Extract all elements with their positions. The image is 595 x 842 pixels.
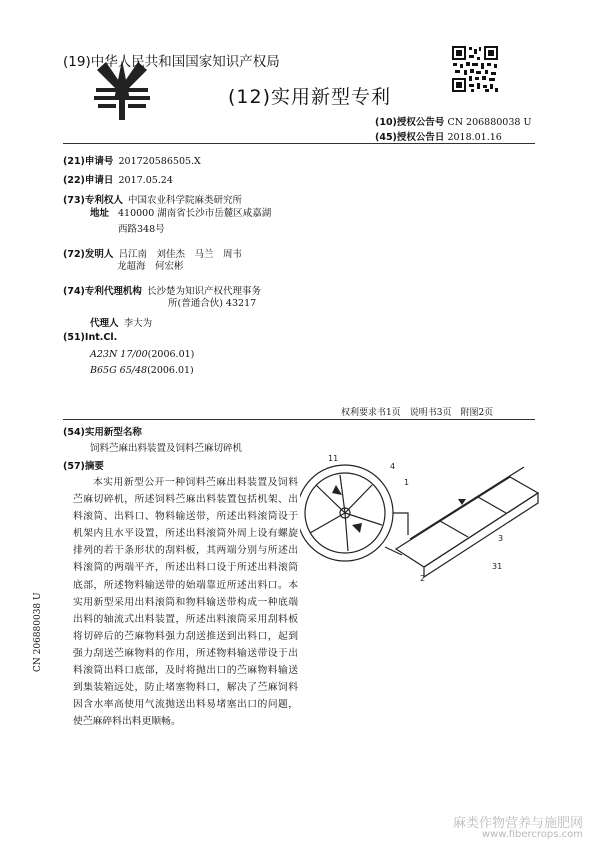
header-divider (63, 143, 535, 144)
title-label: (54)实用新型名称 (63, 427, 142, 438)
inventors-line-1: 吕江南 刘佳杰 马兰 周韦 (118, 249, 243, 260)
application-date-label: (22)申请日 (63, 175, 114, 186)
publication-number-row (375, 114, 531, 128)
document-type: (12)实用新型专利 (228, 86, 392, 108)
inventors-line-2: 龙超海 何宏彬 (117, 261, 184, 272)
application-number-row (63, 149, 201, 168)
agent-row (90, 311, 152, 330)
figure-label: 31 (492, 562, 503, 571)
address-line-1: 410000 湖南省长沙市岳麓区咸嘉湖 (118, 208, 272, 219)
application-date-row (63, 168, 173, 187)
inventors-label: (72)发明人 (63, 249, 114, 260)
watermark-cn: 麻类作物营养与施肥网 (452, 816, 583, 831)
application-number: 201720586505.X (118, 156, 201, 167)
ipc-row-2 (90, 365, 194, 376)
ipc-row-1 (90, 349, 194, 360)
utility-model-title: 饲料苎麻出料装置及饲料苎麻切碎机 (90, 443, 243, 454)
application-number-label: (21)申请号 (63, 156, 114, 167)
figure-label: 3 (498, 534, 504, 543)
patentee: 中国农业科学院麻类研究所 (128, 195, 243, 206)
publication-date: 2018.01.16 (447, 132, 502, 143)
address-label: 地址 (90, 208, 110, 219)
abstract-text: 本实用新型公开一种饲料苎麻出料装置及饲料苎麻切碎机，所述饲料苎麻出料装置包括机架、出料滚筒、出料口、物料输送带，所述出料滚筒设于机架内且水平设置，所述出料滚筒外周上设有螺旋排列的若干条形状的刮料板，其两端分别与所述出料滚筒的两端平齐，所述出料口设于所述出料滚筒底部，所述物料输送带的始端靠近所述出料口。本实用新型采用出料滚筒和物料输送带构成一种底端出料的轴流式出料装置，所述出料滚筒采用刮料板将切碎后的苎麻物料强力刮送推送到出料口，起到强力刮送苎麻物料的作用，所述物料输送带设于出料滚筒出料口底部，及时将抛出口的苎麻物料输送到集装箱远处，防止堵塞物料口，解决了苎麻饲料因含水率高使用气流抛送出料易堵塞出口的问题，使苎麻碎料出料更顺畅。 (73, 477, 298, 728)
abstract-figure (300, 455, 540, 595)
abstract-label: (57)摘要 (63, 461, 104, 472)
publication-date-row (375, 129, 502, 143)
agency-line-1: 长沙楚为知识产权代理事务 (147, 286, 262, 297)
figure-label: 11 (328, 455, 339, 463)
application-date: 2017.05.24 (118, 175, 173, 186)
figure-label: 1 (404, 478, 410, 487)
agency-line-2: 所(普通合伙) 43217 (168, 298, 257, 309)
figure-label: 2 (420, 574, 426, 583)
qr-code-icon (452, 46, 498, 92)
office-name: (19)中华人民共和国国家知识产权局 (63, 54, 280, 70)
watermark-url: www.fibercrops.com (481, 829, 583, 840)
page-count-info: 权利要求书1页 说明书3页 附图2页 (341, 408, 494, 418)
side-publication-number: CN 206880038 U (33, 592, 43, 672)
agency-label: (74)专利代理机构 (63, 286, 142, 297)
ipc-label: (51)Int.Cl. (63, 332, 118, 343)
publication-date-label: (45)授权公告日 (375, 132, 445, 143)
ipc-version: (2006.01) (147, 349, 195, 360)
publication-number-label: (10)授权公告号 (375, 117, 445, 128)
ipc-version: (2006.01) (147, 365, 194, 376)
section-divider (63, 419, 535, 420)
patentee-label: (73)专利权人 (63, 195, 123, 206)
figure-label: 4 (390, 462, 396, 471)
ipc-code: B65G 65/48 (90, 365, 148, 376)
ipc-code: A23N 17/00 (90, 349, 148, 360)
publication-number: CN 206880038 U (447, 117, 532, 128)
agent-label: 代理人 (90, 318, 119, 329)
agent: 李大为 (123, 318, 153, 329)
address-line-2: 西路348号 (118, 224, 165, 235)
